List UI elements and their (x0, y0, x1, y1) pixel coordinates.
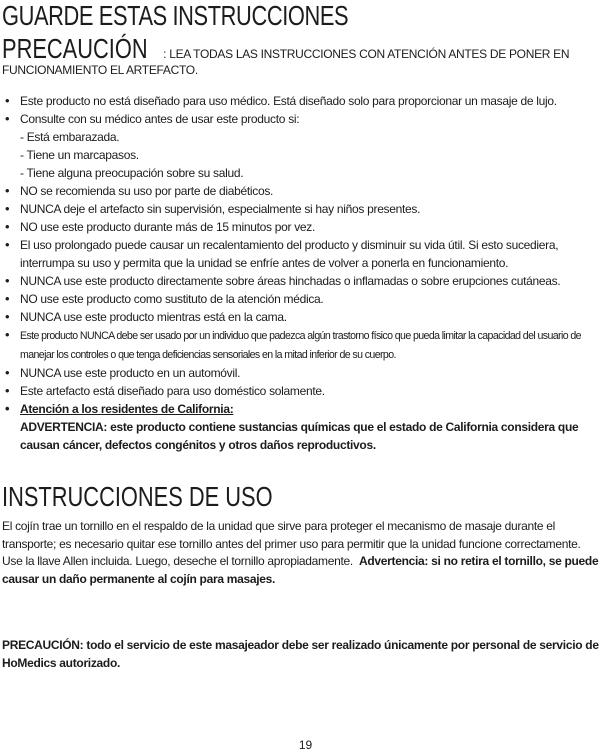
bullet-icon: • (5, 309, 10, 324)
sub-item: - Está embarazada. (20, 130, 120, 144)
list-item: • NUNCA use este producto mientras está en la cama. (5, 309, 287, 324)
list-item: • NO se recomienda su uso por parte de diabéticos. (5, 183, 274, 198)
caution-word: PRECAUCIÓN (2, 33, 148, 64)
list-item: • NUNCA use este producto en un automóvil. (5, 365, 241, 380)
instructions-text: El cojín trae un tornillo en el respaldo de la unidad que sirve para proteger el mecanismo de masaje durante el transporte; es necesario quitar ese tornillo antes del primer uso para permitir que la unidad funcione correctamente. Use la llave Allen incluida. Luego, deseche el tornillo apropiadamente. (2, 519, 581, 568)
list-item: • El uso prolongado puede causar un recalentamiento del producto y disminuir su vida útil. Si esto sucediera, interrumpa su uso y permita que la unidad se enfríe antes de volver a ponerla en funcionamiento. (5, 237, 559, 270)
bullet-icon: • (5, 365, 10, 380)
list-item: • NUNCA use este producto directamente sobre áreas hinchadas o inflamadas o sobre erupciones cutáneas. (5, 273, 561, 288)
bullet-icon: • (5, 401, 10, 416)
bullet-icon: • (5, 93, 10, 108)
bullet-icon: • (5, 291, 10, 306)
caution-text-line2: FUNCIONAMIENTO EL ARTEFACTO. (2, 63, 198, 77)
california-warning: ADVERTENCIA: este producto contiene sustancias químicas que el estado de California considera que causan cáncer, defectos congénitos y otros daños reproductivos. (20, 420, 579, 452)
list-item: • NO use este producto como sustituto de la atención médica. (5, 291, 324, 306)
instructions-paragraph (2, 518, 602, 588)
list-item-california (0, 400, 608, 454)
bullet-icon: • (5, 219, 10, 234)
list-item: • Este artefacto está diseñado para uso doméstico solamente. (5, 383, 325, 398)
bullet-icon: • (5, 383, 10, 398)
safety-list (0, 92, 608, 454)
bullet-icon: • (5, 201, 10, 216)
service-caution: PRECAUCIÓN: todo el servicio de este masajeador debe ser realizado únicamente por personal de servicio de HoMedics autorizado. (2, 638, 599, 670)
bullet-icon: • (5, 273, 10, 288)
sub-item: - Tiene un marcapasos. (20, 148, 139, 162)
page-number: 19 (298, 738, 313, 752)
instructions-warning: Advertencia: si no retira el tornillo, se puede causar un daño permanente al cojín para masajes. (2, 554, 599, 586)
list-item: • NUNCA deje el artefacto sin supervisión, especialmente si hay niños presentes. (5, 201, 421, 216)
list-item: • Este producto no está diseñado para uso médico. Está diseñado solo para proporcionar un masaje de lujo. (5, 93, 557, 108)
bullet-icon: • (5, 327, 10, 342)
caution-text: : LEA TODAS LAS INSTRUCCIONES CON ATENCIÓN ANTES DE PONER EN (163, 47, 570, 61)
page-title: GUARDE ESTAS INSTRUCCIONES (2, 0, 349, 31)
section-title-instructions: INSTRUCCIONES DE USO (2, 481, 273, 512)
sub-item: - Tiene alguna preocupación sobre su salud. (20, 166, 244, 180)
bullet-icon: • (5, 183, 10, 198)
bullet-icon: • (5, 111, 10, 126)
caution-heading (2, 34, 607, 78)
list-item: • Este producto NUNCA debe ser usado por un individuo que padezca algún trastorno físico que pueda limitar la capacidad del usuario de manejar los controles o que tenga deficiencias sensoriales en la mitad inferior de su cuerpo. (5, 327, 581, 361)
bullet-icon: • (5, 237, 10, 252)
california-heading: Atención a los residentes de California: (20, 402, 234, 416)
list-item: • NO use este producto durante más de 15 minutos por vez. (5, 219, 316, 234)
list-item: • Consulte con su médico antes de usar este producto si: - Está embarazada. - Tiene un marcapasos. - Tiene alguna preocupación sobre su salud. (0, 110, 608, 182)
